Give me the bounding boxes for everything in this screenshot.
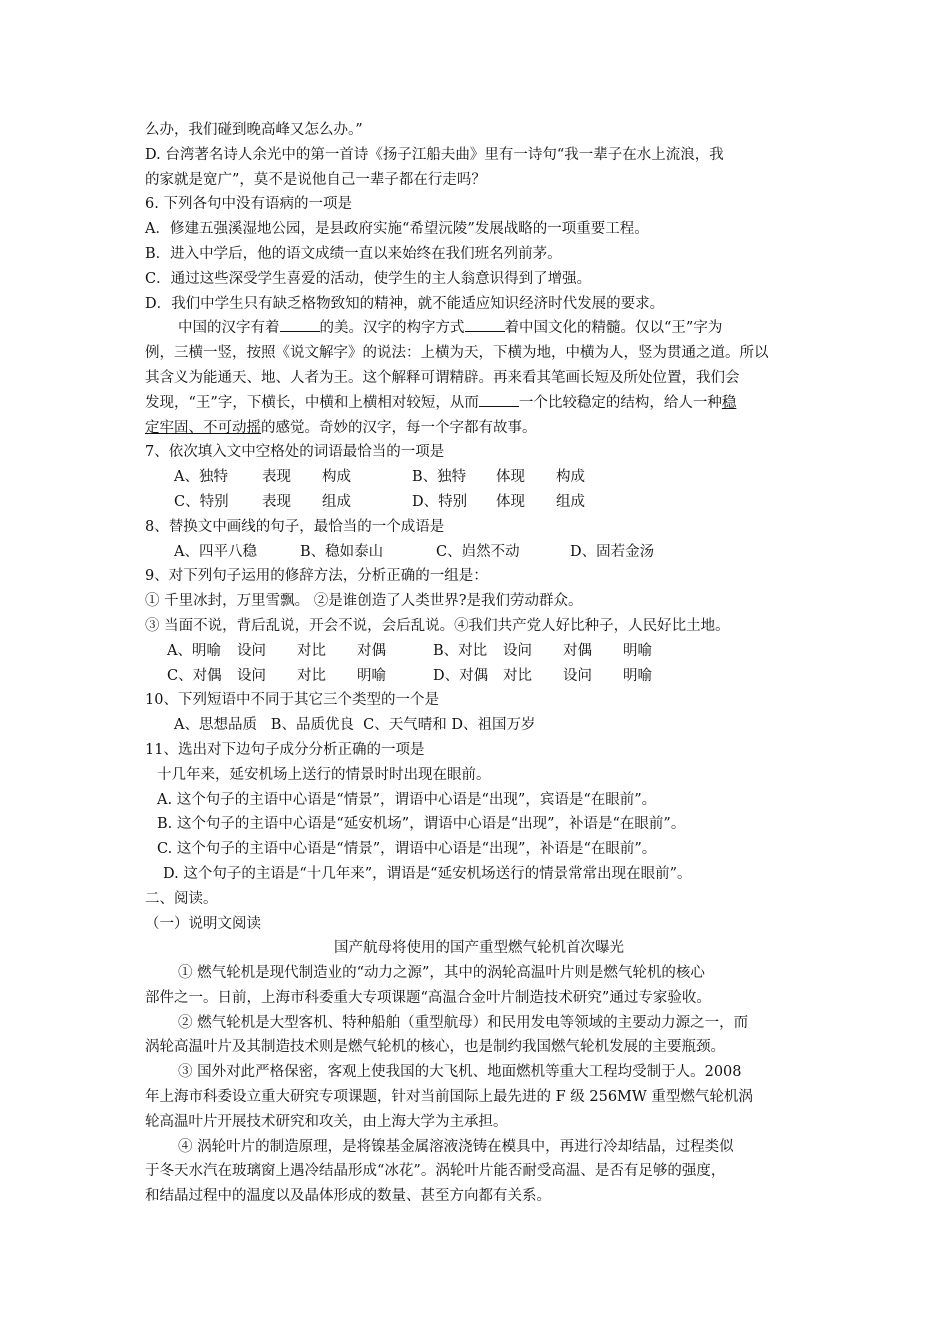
- fill-blank: [280, 317, 320, 332]
- underlined-phrase: 定牢固、不可动摇: [145, 419, 261, 436]
- option: B、稳如泰山: [300, 543, 384, 560]
- question-6: 6. 下列各句中没有语病的一项是: [145, 196, 352, 213]
- option: 表现: [262, 469, 291, 486]
- reading-paragraph: 于冬天水汽在玻璃窗上遇冷结晶形成“冰花”。涡轮叶片能否耐受高温、是否有足够的强度，: [145, 1163, 726, 1180]
- option: 明喻: [357, 667, 386, 684]
- option: 体现: [496, 469, 525, 486]
- question-10: 10、下列短语中不同于其它三个类型的一个是: [145, 692, 439, 709]
- sentence: 十几年来，延安机场上送行的情景时时出现在眼前。: [157, 766, 491, 783]
- reading-paragraph: ③ 国外对此严格保密，客观上使我国的大飞机、地面燃机等重大工程均受制于人。2008: [178, 1064, 742, 1081]
- passage-line: 其含义为能通天、地、人者为王。这个解释可谓精辟。再来看其笔画长短及所处位置，我们会: [145, 369, 740, 386]
- passage-text: 中国的汉字有着: [178, 320, 280, 337]
- option-c: C. 这个句子的主语中心语是“情景”，谓语中心语是“出现”，补语是“在眼前”。: [157, 841, 657, 858]
- option: C、特别: [174, 493, 229, 510]
- reading-paragraph: 部件之一。日前，上海市科委重大专项课题“高温合金叶片制造技术研究”通过专家验收。: [145, 989, 711, 1006]
- option: C、岿然不动: [436, 543, 520, 560]
- fill-blank: [479, 392, 519, 407]
- option-b: B. 这个句子的主语中心语是“延安机场”，谓语中心语是“出现”，补语是“在眼前”。: [157, 816, 686, 833]
- question-10-options: A、思想品质 B、品质优良 C、天气晴和 D、祖国万岁: [174, 717, 536, 734]
- option: 对比: [297, 642, 326, 659]
- option: A、四平八稳: [174, 543, 257, 560]
- option: 设问: [503, 642, 532, 659]
- reading-paragraph: 年上海市科委设立重大研究专项课题，针对当前国际上最先进的 F 级 256MW 重型燃气轮机涡: [145, 1089, 753, 1106]
- sentence: ① 千里冰封，万里雪飘。 ②是谁创造了人类世界?是我们劳动群众。: [145, 593, 583, 610]
- option: D、固若金汤: [570, 543, 655, 560]
- question-7: 7、依次填入文中空格处的词语最恰当的一项是: [145, 444, 445, 461]
- option: 表现: [262, 493, 291, 510]
- question-11: 11、选出对下边句子成分分析正确的一项是: [145, 741, 425, 758]
- passage-text: 发现，“王”字，下横长，中横和上横相对较短，从而: [145, 394, 479, 411]
- question-7-options: [145, 465, 813, 490]
- option: 对比: [297, 667, 326, 684]
- option: 明喻: [623, 667, 652, 684]
- option: D、特别: [412, 493, 468, 510]
- option-a: A. 这个句子的主语中心语是“情景”，谓语中心语是“出现”，宾语是“在眼前”。: [157, 791, 657, 808]
- option: 对偶: [563, 642, 592, 659]
- option: B、独特: [412, 469, 467, 486]
- option: D、对偶: [433, 667, 489, 684]
- document-page: [145, 118, 813, 1209]
- option: 组成: [556, 493, 585, 510]
- passage-line: 例，三横一竖，按照《说文解字》的说法：上横为天，下横为地，中横为人，竖为贯通之道。所以: [145, 345, 769, 362]
- section-heading: 二、阅读。: [145, 890, 218, 907]
- option: 构成: [322, 469, 351, 486]
- option: 设问: [237, 667, 266, 684]
- question-8: 8、替换文中画线的句子，最恰当的一个成语是: [145, 518, 445, 535]
- option: 对偶: [357, 642, 386, 659]
- article-title: 国产航母将使用的国产重型燃气轮机首次曝光: [334, 940, 624, 957]
- sentence: ③ 当面不说，背后乱说，开会不说，会后乱说。④我们共产党人好比种子，人民好比土地。: [145, 617, 730, 634]
- option-d: D．我们中学生只有缺乏格物致知的精神，就不能适应知识经济时代发展的要求。: [145, 295, 665, 312]
- option: A、独特: [174, 469, 228, 486]
- option: 对比: [503, 667, 532, 684]
- text-line: D. 台湾著名诗人余光中的第一首诗《扬子江船夫曲》里有一诗句“我一辈子在水上流浪，我: [145, 146, 724, 163]
- passage-text: 的美。汉字的构字方式: [319, 320, 465, 337]
- text-line: 么办，我们碰到晚高峰又怎么办。”: [145, 122, 363, 138]
- option: 构成: [556, 469, 585, 486]
- reading-paragraph: 和结晶过程中的温度以及晶体形成的数量、甚至方向都有关系。: [145, 1188, 551, 1205]
- reading-paragraph: ④ 涡轮叶片的制造原理，是将镍基金属溶液浇铸在模具中，再进行冷却结晶，过程类似: [178, 1138, 734, 1155]
- fill-blank: [465, 317, 505, 332]
- passage-line: [145, 416, 813, 441]
- question-9: 9、对下列句子运用的修辞方法，分析正确的一组是：: [145, 568, 488, 585]
- underlined-phrase: 稳: [721, 394, 737, 411]
- option: 明喻: [623, 642, 652, 659]
- reading-paragraph: 轮高温叶片开展技术研究和攻关，由上海大学为主承担。: [145, 1113, 508, 1130]
- question-8-options: [145, 540, 813, 565]
- option-d: D. 这个句子的主语是“十几年来”，谓语是“延安机场送行的情景常常出现在眼前”。: [163, 865, 692, 882]
- option: A、明喻: [167, 642, 221, 659]
- passage-text: 一个比较稳定的结构，给人一种: [518, 394, 722, 411]
- reading-paragraph: 涡轮高温叶片及其制造技术则是燃气轮机的核心，也是制约我国燃气轮机发展的主要瓶颈。: [145, 1039, 725, 1056]
- option: 体现: [496, 493, 525, 510]
- option: 设问: [563, 667, 592, 684]
- option: C、对偶: [167, 667, 222, 684]
- passage-line: [145, 391, 813, 416]
- option-b: B．进入中学后，他的语文成绩一直以来始终在我们班名列前茅。: [145, 245, 562, 262]
- passage-line: [145, 316, 813, 341]
- option-c: C．通过这些深受学生喜爱的活动，使学生的主人翁意识得到了增强。: [145, 270, 592, 287]
- question-7-options: [145, 490, 813, 515]
- passage-text: 着中国文化的精髓。仅以“王”字为: [504, 320, 723, 337]
- passage-text: 的感觉。奇妙的汉字，每一个字都有故事。: [261, 419, 537, 436]
- subsection-heading: （一）说明文阅读: [145, 915, 261, 932]
- option: 设问: [237, 642, 266, 659]
- reading-paragraph: ② 燃气轮机是大型客机、特种船舶（重型航母）和民用发电等领域的主要动力源之一，而: [178, 1014, 749, 1031]
- option: 组成: [322, 493, 351, 510]
- option: B、对比: [433, 642, 488, 659]
- text-line: 的家就是宽广”，莫不是说他自己一辈子都在行走吗？: [145, 171, 486, 188]
- option-a: A．修建五强溪湿地公园，是县政府实施“希望沅陵”发展战略的一项重要工程。: [145, 221, 649, 238]
- reading-paragraph: ① 燃气轮机是现代制造业的“动力之源”，其中的涡轮高温叶片则是燃气轮机的核心: [178, 965, 705, 982]
- question-9-options: [145, 639, 813, 664]
- question-9-options: [145, 664, 813, 689]
